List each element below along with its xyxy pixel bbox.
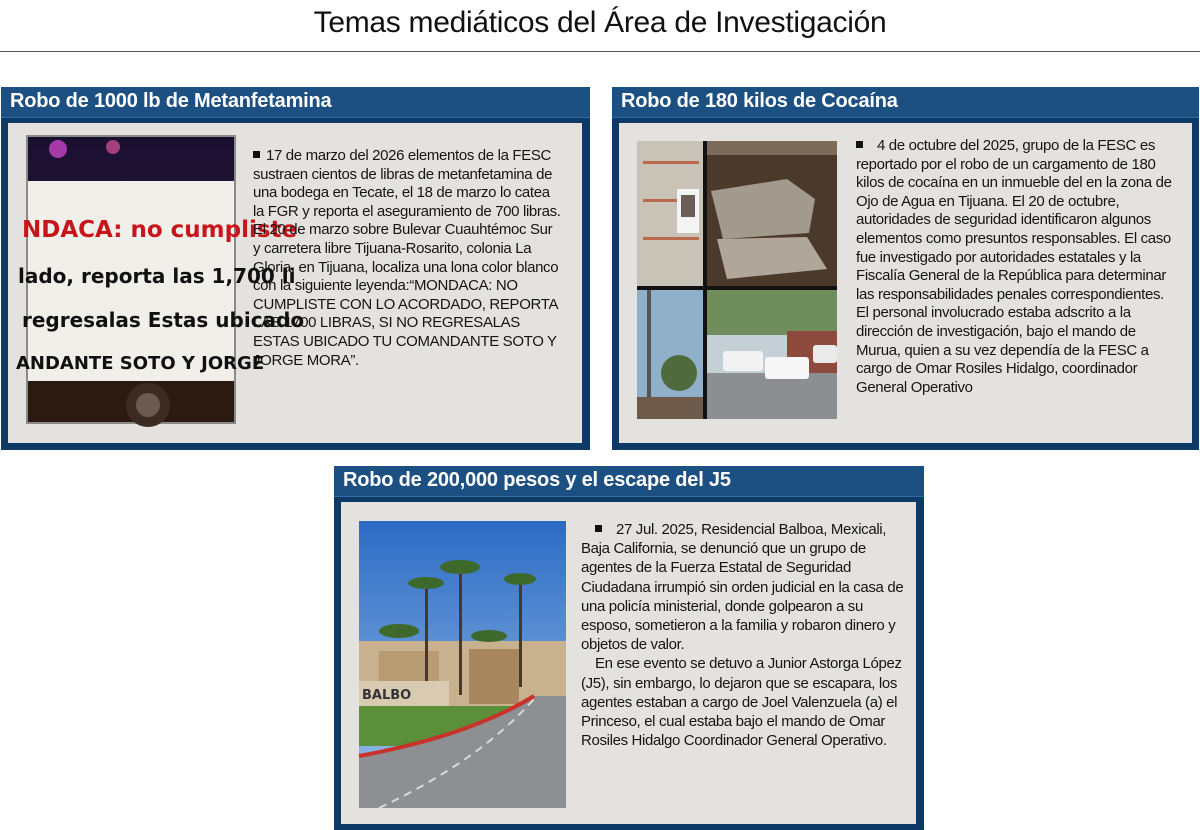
panel-body [619,123,1192,443]
panel-metanfetamina [1,87,590,450]
collage-photo [637,141,837,419]
panel-robo-pesos [334,466,924,830]
panel-body [8,123,582,443]
banner-text-line-3: regresalas Estas ubicado [22,308,305,332]
panel-text [856,137,1174,397]
banner-text-line-4: ANDANTE SOTO Y JORGE [16,353,265,374]
cocaine-description: 4 de octubre del 2025, grupo de la FESC es reportado por el robo de un cargamento de 180 kilos de cocaína en un inmueble del en la zona de Ojo de Agua en Tijuana. El 20 de octubre, autoridades de seguridad identificaron algunos elementos como presuntos responsables. El caso fue investigado por autoridades estatales y la Fiscalía General de la República para determinar las responsabilidades penales correspondientes. El personal involucrado estaba adscrito a la dirección de investigación, bajo el mando de Murua, quien a su vez dependía de la FESC a cargo de Omar Rosiles Hidalgo, coordinador General Operativo [856,137,1172,396]
panel-header [1,87,590,118]
banner-text-line-1: NDACA: no cumpliste [22,217,298,243]
page-title: Temas mediáticos del Área de Investigación [313,6,887,39]
residencial-photo [359,521,566,808]
bullet-icon [856,141,863,148]
bullet-icon [253,151,260,158]
panel-title: Robo de 180 kilos de Cocaína [621,90,898,112]
residencial-sign-text: BALBO [362,688,412,703]
panel-text [581,520,911,750]
meth-description: 17 de marzo del 2026 elementos de la FESC sustraen cientos de libras de metanfetamina de una bodega en Tecate, el 18 de marzo lo catea la FGR y reporta el aseguramiento de 700 libras. El 20 de marzo sobre Bulevar Cuauhtémoc Sur y carretera libre Tijuana-Rosarito, colonia La Gloria, en Tijuana, localiza una lona color blanco con la siguiente leyenda:“MONDACA: NO CUMPLISTE CON LO ACORDADO, REPORTA LAS 1700 LIBRAS, SI NO REGRESALAS ESTAS UBICADO TU COMANDANTE SOTO Y JORGE MORA”. [253,147,561,369]
panel-body [341,502,916,824]
panel-title: Robo de 200,000 pesos y el escape del J5 [343,469,731,491]
title-divider [0,51,1200,52]
panel-header [334,466,924,497]
banner-photo [16,135,305,424]
robbery-paragraph-1: 27 Jul. 2025, Residencial Balboa, Mexicali, Baja California, se denunció que un grupo de agentes de la Fuerza Estatal de Seguridad Ciudadana irrumpió sin orden judicial en la casa de una policía ministerial, donde golpearon a su esposo, sometieron a la familia y robaron dinero y objetos de valor. [581,521,904,654]
robbery-paragraph-2: En ese evento se detuvo a Junior Astorga López (J5), sin embargo, lo dejaron que se escapara, los agentes estaban a cargo de Joel Valenzuela (a) el Princeso, el cual estaba bajo el mando de Omar Rosiles Hidalgo Coordinador General Operativo. [581,655,902,750]
panel-header [612,87,1199,118]
panel-cocaina [612,87,1199,450]
banner-text-line-2: lado, reporta las 1,700 li [18,264,296,288]
bullet-icon [595,525,602,532]
panel-text [253,147,563,370]
panel-title: Robo de 1000 lb de Metanfetamina [10,90,332,112]
